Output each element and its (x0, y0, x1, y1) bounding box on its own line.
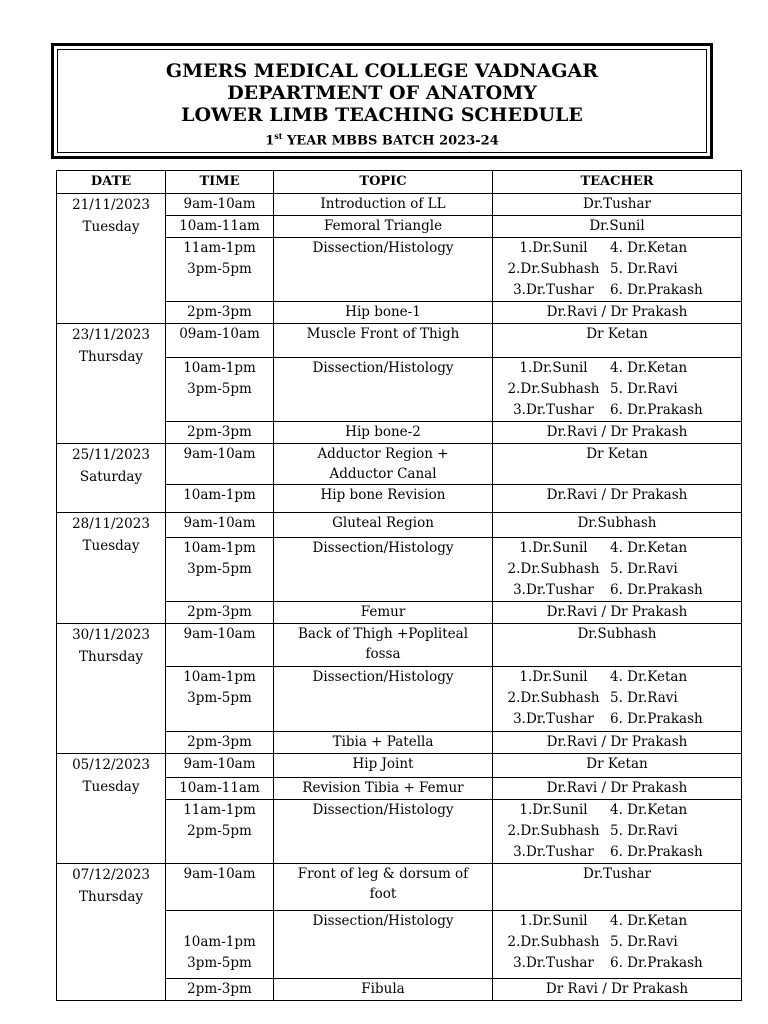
table-row (57, 513, 742, 538)
teacher-name: 3.Dr.Tushar (513, 582, 594, 598)
time-value: 2pm-3pm (187, 424, 252, 440)
teacher-list-row (497, 280, 737, 301)
time-value: 9am-10am (183, 196, 256, 212)
teacher-name: 6. Dr.Prakash (610, 402, 703, 418)
time-value: 10am-1pm (183, 360, 256, 376)
time-value: 9am-10am (183, 866, 256, 882)
topic-line: Femoral Triangle (323, 218, 443, 234)
teacher-name: 6. Dr.Prakash (610, 282, 703, 298)
teacher-name: 2.Dr.Subhash (507, 381, 600, 397)
topic-line: Femur (360, 604, 406, 620)
department-name: DEPARTMENT OF ANATOMY (227, 82, 537, 104)
time-value: 3pm-5pm (187, 690, 252, 706)
topic-line: Revision Tibia + Femur (302, 780, 464, 796)
topic-line: Front of leg & dorsum of (297, 866, 469, 882)
teacher-name: 4. Dr.Ketan (610, 913, 688, 929)
table-row (57, 624, 742, 667)
header-box (51, 43, 713, 159)
time-cell (166, 422, 274, 444)
teacher-list-row (497, 688, 737, 709)
teacher-value: Dr.Subhash (577, 626, 657, 642)
teacher-cell (493, 602, 742, 624)
teacher-value: Dr.Ravi / Dr Prakash (546, 487, 688, 503)
teacher-value: Dr Ketan (586, 326, 648, 342)
teacher-name: 3.Dr.Tushar (513, 711, 594, 727)
topic-line: Hip bone Revision (320, 487, 446, 503)
teacher-value: Dr.Subhash (577, 515, 657, 531)
teacher-name: 1.Dr.Sunil (519, 540, 588, 556)
teacher-name: 5. Dr.Ravi (610, 261, 678, 277)
topic-cell (274, 979, 493, 1001)
topic-cell (274, 800, 493, 864)
teacher-name: 1.Dr.Sunil (519, 669, 588, 685)
time-value: 2pm-3pm (187, 981, 252, 997)
date-cell (57, 194, 166, 324)
teacher-name: 1.Dr.Sunil (519, 913, 588, 929)
teacher-value: Dr.Ravi / Dr Prakash (546, 304, 688, 320)
topic-cell (274, 911, 493, 979)
time-cell (166, 602, 274, 624)
time-cell (166, 538, 274, 602)
teacher-name: 5. Dr.Ravi (610, 690, 678, 706)
topic-cell (274, 538, 493, 602)
topic-cell (274, 732, 493, 754)
teacher-name: 1.Dr.Sunil (519, 240, 588, 256)
teacher-name: 2.Dr.Subhash (507, 690, 600, 706)
teacher-header: TEACHER (493, 171, 742, 194)
topic-cell (274, 194, 493, 216)
teacher-list-row (497, 580, 737, 601)
time-value: 2pm-3pm (187, 304, 252, 320)
table-row (57, 194, 742, 216)
time-cell (166, 358, 274, 422)
time-value: 10am-11am (179, 780, 260, 796)
topic-cell (274, 216, 493, 238)
time-value: 3pm-5pm (187, 261, 252, 277)
time-cell (166, 302, 274, 324)
header-inner (57, 49, 707, 153)
topic-cell (274, 444, 493, 485)
teacher-cell (493, 324, 742, 358)
date-cell (57, 324, 166, 444)
date-value: 30/11/2023 (72, 627, 150, 643)
topic-line: Dissection/Histology (312, 669, 454, 685)
time-cell (166, 444, 274, 485)
time-value: 10am-11am (179, 218, 260, 234)
teacher-name: 3.Dr.Tushar (513, 402, 594, 418)
topic-line: Introduction of LL (320, 196, 446, 212)
college-name: GMERS MEDICAL COLLEGE VADNAGAR (165, 60, 599, 82)
teacher-list-row (497, 400, 737, 421)
teacher-cell (493, 302, 742, 324)
time-cell (166, 864, 274, 911)
time-value: 10am-1pm (183, 934, 256, 950)
teacher-cell (493, 485, 742, 513)
topic-line: Adductor Region + (317, 446, 449, 462)
teacher-cell (493, 444, 742, 485)
teacher-cell (493, 754, 742, 778)
day-value: Thursday (78, 649, 144, 665)
teacher-name: 6. Dr.Prakash (610, 844, 703, 860)
time-cell (166, 238, 274, 302)
topic-cell (274, 778, 493, 800)
teacher-cell (493, 538, 742, 602)
time-cell (166, 194, 274, 216)
teacher-value: Dr.Ravi / Dr Prakash (546, 780, 688, 796)
time-value: 2pm-5pm (187, 823, 252, 839)
teacher-cell (493, 422, 742, 444)
schedule-body (57, 194, 742, 1001)
teacher-name: 4. Dr.Ketan (610, 240, 688, 256)
teacher-name: 2.Dr.Subhash (507, 934, 600, 950)
date-cell (57, 754, 166, 864)
topic-cell (274, 864, 493, 911)
topic-cell (274, 513, 493, 538)
time-value: 09am-10am (179, 326, 260, 342)
topic-line: foot (369, 886, 397, 902)
day-value: Tuesday (82, 219, 140, 235)
teacher-name: 5. Dr.Ravi (610, 561, 678, 577)
teacher-value: Dr Ravi / Dr Prakash (545, 981, 689, 997)
time-value: 2pm-3pm (187, 734, 252, 750)
schedule-table (56, 170, 742, 1001)
topic-cell (274, 485, 493, 513)
day-value: Tuesday (82, 538, 140, 554)
day-value: Thursday (78, 349, 144, 365)
topic-line: Adductor Canal (329, 466, 437, 482)
topic-header: TOPIC (274, 171, 493, 194)
teacher-name: 5. Dr.Ravi (610, 381, 678, 397)
teacher-name: 6. Dr.Prakash (610, 955, 703, 971)
topic-line: Dissection/Histology (312, 540, 454, 556)
time-cell (166, 513, 274, 538)
time-cell (166, 667, 274, 732)
batch-line (58, 126, 706, 151)
teacher-name: 4. Dr.Ketan (610, 360, 688, 376)
time-cell (166, 324, 274, 358)
date-header: DATE (57, 171, 166, 194)
teacher-name: 4. Dr.Ketan (610, 802, 688, 818)
topic-line: Hip bone-2 (345, 424, 421, 440)
teacher-value: Dr.Tushar (583, 866, 651, 882)
date-value: 23/11/2023 (72, 327, 150, 343)
teacher-name: 3.Dr.Tushar (513, 844, 594, 860)
time-cell (166, 754, 274, 778)
teacher-list-row (497, 238, 737, 259)
teacher-cell (493, 358, 742, 422)
date-value: 05/12/2023 (72, 757, 150, 773)
table-header-row (57, 171, 742, 194)
table-row (57, 324, 742, 358)
batch-superscript: st (274, 131, 283, 141)
time-value: 3pm-5pm (187, 955, 252, 971)
topic-cell (274, 302, 493, 324)
day-value: Tuesday (82, 779, 140, 795)
time-value: 2pm-3pm (187, 604, 252, 620)
date-cell (57, 864, 166, 1001)
teacher-list-row (497, 800, 737, 821)
teacher-name: 6. Dr.Prakash (610, 711, 703, 727)
topic-line: Hip bone-1 (345, 304, 421, 320)
teacher-value: Dr Ketan (586, 446, 648, 462)
topic-line: Muscle Front of Thigh (306, 326, 460, 342)
time-cell (166, 979, 274, 1001)
teacher-list-row (497, 953, 737, 974)
topic-line: Tibia + Patella (332, 734, 434, 750)
teacher-list-row (497, 538, 737, 559)
teacher-list-row (497, 842, 737, 863)
topic-line: Dissection/Histology (312, 360, 454, 376)
teacher-value: Dr.Ravi / Dr Prakash (546, 424, 688, 440)
day-value: Thursday (78, 889, 144, 905)
time-value: 9am-10am (183, 756, 256, 772)
topic-cell (274, 624, 493, 667)
time-value (170, 911, 269, 932)
time-value: 10am-1pm (183, 540, 256, 556)
teacher-value: Dr.Ravi / Dr Prakash (546, 734, 688, 750)
topic-line: Dissection/Histology (312, 240, 454, 256)
time-value: 9am-10am (183, 626, 256, 642)
teacher-name: 4. Dr.Ketan (610, 540, 688, 556)
time-value: 11am-1pm (183, 240, 256, 256)
date-value: 21/11/2023 (72, 197, 150, 213)
table-row (57, 864, 742, 911)
day-value: Saturday (79, 469, 143, 485)
teacher-name: 5. Dr.Ravi (610, 823, 678, 839)
teacher-cell (493, 238, 742, 302)
date-value: 25/11/2023 (72, 447, 150, 463)
time-cell (166, 216, 274, 238)
teacher-name: 3.Dr.Tushar (513, 955, 594, 971)
teacher-list-row (497, 358, 737, 379)
teacher-cell (493, 624, 742, 667)
date-value: 28/11/2023 (72, 516, 150, 532)
topic-line: Back of Thigh +Popliteal (297, 626, 469, 642)
teacher-name: 3.Dr.Tushar (513, 282, 594, 298)
topic-cell (274, 667, 493, 732)
batch-prefix: 1 (265, 133, 275, 149)
teacher-cell (493, 800, 742, 864)
time-value: 10am-1pm (183, 487, 256, 503)
table-row (57, 444, 742, 485)
teacher-cell (493, 778, 742, 800)
time-value: 3pm-5pm (187, 381, 252, 397)
date-cell (57, 444, 166, 513)
teacher-value: Dr.Tushar (583, 196, 651, 212)
time-value: 9am-10am (183, 446, 256, 462)
time-value: 10am-1pm (183, 669, 256, 685)
topic-cell (274, 238, 493, 302)
time-cell (166, 624, 274, 667)
teacher-list-row (497, 821, 737, 842)
time-header: TIME (166, 171, 274, 194)
schedule-title: LOWER LIMB TEACHING SCHEDULE (181, 104, 583, 126)
teacher-value: Dr.Sunil (589, 218, 645, 234)
teacher-list-row (497, 667, 737, 688)
topic-cell (274, 754, 493, 778)
teacher-cell (493, 979, 742, 1001)
teacher-name: 1.Dr.Sunil (519, 802, 588, 818)
topic-line: Dissection/Histology (312, 802, 454, 818)
topic-cell (274, 358, 493, 422)
teacher-name: 1.Dr.Sunil (519, 360, 588, 376)
topic-cell (274, 422, 493, 444)
teacher-cell (493, 732, 742, 754)
date-cell (57, 513, 166, 624)
time-cell (166, 732, 274, 754)
teacher-list-row (497, 379, 737, 400)
time-cell (166, 778, 274, 800)
teacher-value: Dr Ketan (586, 756, 648, 772)
topic-line: Dissection/Histology (312, 913, 454, 929)
time-cell (166, 911, 274, 979)
time-cell (166, 485, 274, 513)
batch-suffix: YEAR MBBS BATCH 2023-24 (282, 133, 499, 149)
topic-cell (274, 324, 493, 358)
teacher-cell (493, 911, 742, 979)
topic-line: fossa (365, 646, 401, 662)
teacher-list-row (497, 259, 737, 280)
topic-line: Gluteal Region (332, 515, 434, 531)
teacher-cell (493, 513, 742, 538)
topic-line: Hip Joint (352, 756, 414, 772)
teacher-list-row (497, 709, 737, 730)
teacher-value: Dr.Ravi / Dr Prakash (546, 604, 688, 620)
teacher-name: 5. Dr.Ravi (610, 934, 678, 950)
time-value: 3pm-5pm (187, 561, 252, 577)
date-value: 07/12/2023 (72, 867, 150, 883)
teacher-name: 2.Dr.Subhash (507, 561, 600, 577)
topic-line: Fibula (361, 981, 405, 997)
teacher-name: 2.Dr.Subhash (507, 261, 600, 277)
teacher-list-row (497, 932, 737, 953)
time-cell (166, 800, 274, 864)
time-value: 11am-1pm (183, 802, 256, 818)
teacher-cell (493, 194, 742, 216)
teacher-cell (493, 216, 742, 238)
time-value: 9am-10am (183, 515, 256, 531)
table-row (57, 754, 742, 778)
teacher-name: 2.Dr.Subhash (507, 823, 600, 839)
teacher-cell (493, 667, 742, 732)
teacher-name: 6. Dr.Prakash (610, 582, 703, 598)
teacher-list-row (497, 559, 737, 580)
teacher-name: 4. Dr.Ketan (610, 669, 688, 685)
teacher-list-row (497, 911, 737, 932)
topic-cell (274, 602, 493, 624)
date-cell (57, 624, 166, 754)
teacher-cell (493, 864, 742, 911)
